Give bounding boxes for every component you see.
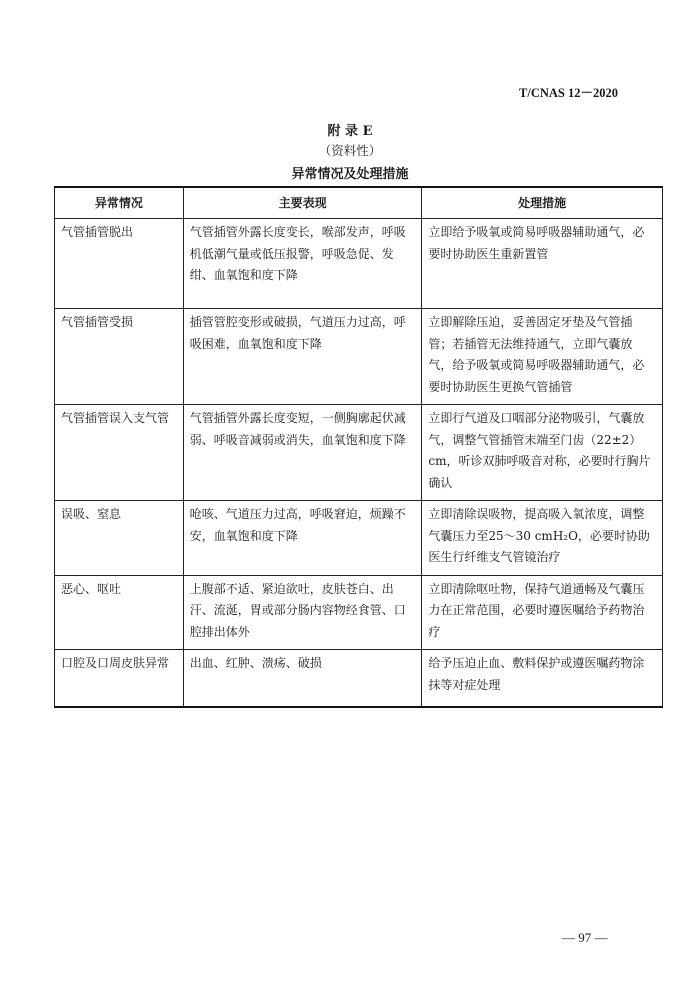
table-row bbox=[55, 405, 663, 501]
appendix-type: （资料性） bbox=[318, 143, 382, 158]
cell-manifestation: 插管管腔变形或破损，气道压力过高，呼吸困难，血氧饱和度下降 bbox=[183, 309, 422, 405]
cell-treatment: 立即给予吸氧或简易呼吸器辅助通气，必要时协助医生重新置管 bbox=[422, 219, 663, 309]
cell-situation: 恶心、呕吐 bbox=[55, 575, 184, 650]
appendix-title: 附 录 E bbox=[327, 124, 373, 139]
table-row bbox=[55, 650, 663, 707]
cell-manifestation: 气管插管外露长度变长，喉部发声，呼吸机低潮气量或低压报警，呼吸急促、发绀、血氧饱和度下降 bbox=[183, 219, 422, 309]
table-title: 异常情况及处理措施 bbox=[291, 167, 409, 182]
cell-manifestation: 呛咳、气道压力过高，呼吸窘迫，烦躁不安，血氧饱和度下降 bbox=[183, 501, 422, 576]
cell-situation: 误吸、窒息 bbox=[55, 501, 184, 576]
cell-treatment: 给予压迫止血、敷料保护或遵医嘱药物涂抹等对症处理 bbox=[422, 650, 663, 707]
cell-treatment: 立即清除误吸物，提高吸入氧浓度，调整气囊压力至25～30 cmH₂O，必要时协助医生行纤维支气管镜治疗 bbox=[422, 501, 663, 576]
page-number: — 97 — bbox=[562, 930, 608, 945]
cell-treatment: 立即行气道及口咽部分泌物吸引，气囊放气，调整气管插管末端至门齿（22±2）cm，听诊双肺呼吸音对称，必要时行胸片确认 bbox=[422, 405, 663, 501]
cell-situation: 气管插管误入支气管 bbox=[55, 405, 184, 501]
cell-situation: 气管插管受损 bbox=[55, 309, 184, 405]
table-row bbox=[55, 575, 663, 650]
table-row bbox=[55, 501, 663, 576]
column-header-treatment: 处理措施 bbox=[422, 187, 663, 219]
table-header-row bbox=[55, 187, 663, 219]
cell-treatment: 立即清除呕吐物，保持气道通畅及气囊压力在正常范围，必要时遵医嘱给予药物治疗 bbox=[422, 575, 663, 650]
cell-manifestation: 上腹部不适、紧迫欲吐，皮肤苍白、出汗、流涎，胃或部分肠内容物经食管、口腔排出体外 bbox=[183, 575, 422, 650]
column-header-manifestation: 主要表现 bbox=[183, 187, 422, 219]
table-row bbox=[55, 309, 663, 405]
cell-situation: 气管插管脱出 bbox=[55, 219, 184, 309]
cell-situation: 口腔及口周皮肤异常 bbox=[55, 650, 184, 707]
column-header-situation: 异常情况 bbox=[55, 187, 184, 219]
cell-treatment: 立即解除压迫，妥善固定牙垫及气管插管；若插管无法维持通气，立即气囊放气，给予吸氧或简易呼吸器辅助通气，必要时协助医生更换气管插管 bbox=[422, 309, 663, 405]
cell-manifestation: 气管插管外露长度变短，一侧胸廓起伏减弱、呼吸音减弱或消失，血氧饱和度下降 bbox=[183, 405, 422, 501]
abnormal-situations-table bbox=[54, 186, 663, 708]
document-code: T/CNAS 12－2020 bbox=[519, 86, 618, 100]
cell-manifestation: 出血、红肿、溃疡、破损 bbox=[183, 650, 422, 707]
table-row bbox=[55, 219, 663, 309]
